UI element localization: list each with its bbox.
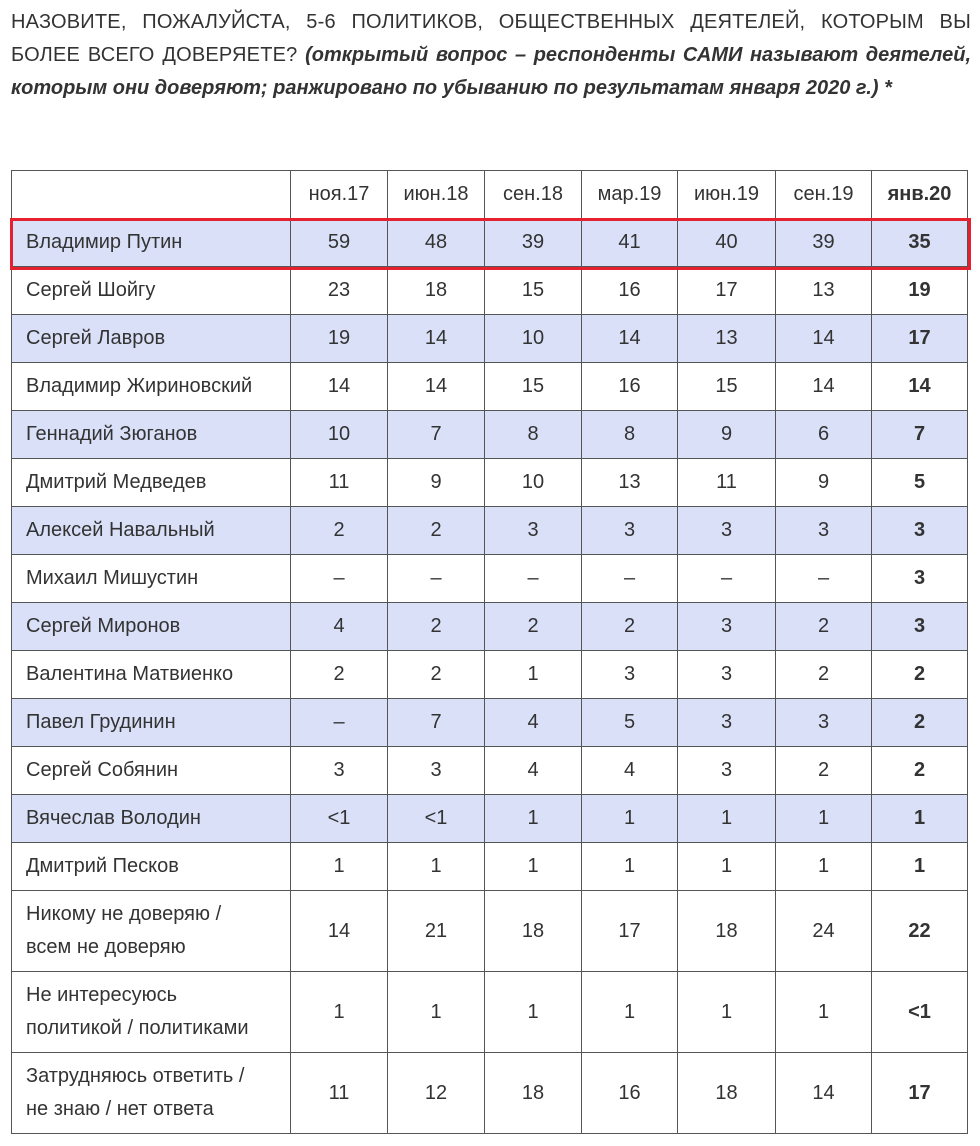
table-row — [12, 795, 968, 843]
value-cell: 2 — [872, 747, 968, 795]
row-label — [12, 411, 291, 459]
value-cell: 3 — [678, 699, 776, 747]
value-cell: 11 — [678, 459, 776, 507]
table-row — [12, 363, 968, 411]
value-cell: 3 — [776, 507, 872, 555]
value-cell: 15 — [485, 267, 582, 315]
table-row — [12, 972, 968, 1053]
value-cell: 14 — [388, 363, 485, 411]
value-cell: – — [776, 555, 872, 603]
row-label — [12, 795, 291, 843]
value-cell: 1 — [678, 972, 776, 1053]
value-cell: 17 — [678, 267, 776, 315]
row-label-line: Вячеслав Володин — [26, 807, 201, 829]
row-label — [12, 315, 291, 363]
value-cell: 11 — [291, 459, 388, 507]
value-cell: 8 — [582, 411, 678, 459]
row-label — [12, 699, 291, 747]
value-cell: – — [485, 555, 582, 603]
table-row — [12, 555, 968, 603]
question-title — [11, 6, 971, 105]
value-cell: 1 — [485, 972, 582, 1053]
row-label-line: Геннадий Зюганов — [26, 423, 198, 445]
value-cell: <1 — [388, 795, 485, 843]
value-cell: – — [388, 555, 485, 603]
value-cell: 7 — [388, 699, 485, 747]
value-cell: 21 — [388, 891, 485, 972]
question-note: (открытый вопрос – респонденты САМИ называют деятелей, которым они доверяют; ранжировано по убыванию по результатам января 2020 г.) * — [11, 44, 972, 99]
table-row — [12, 747, 968, 795]
value-cell: 7 — [388, 411, 485, 459]
value-cell: – — [291, 555, 388, 603]
value-cell: 1 — [388, 972, 485, 1053]
row-label-line: всем не доверяю — [26, 936, 186, 958]
value-cell: – — [678, 555, 776, 603]
column-header: июн.18 — [388, 171, 485, 219]
row-label-line: Павел Грудинин — [26, 711, 176, 733]
row-label — [12, 1053, 291, 1134]
value-cell: 13 — [582, 459, 678, 507]
table-row — [12, 507, 968, 555]
value-cell: 17 — [582, 891, 678, 972]
value-cell: 10 — [485, 315, 582, 363]
value-cell: 18 — [388, 267, 485, 315]
value-cell: 7 — [872, 411, 968, 459]
value-cell: 3 — [872, 507, 968, 555]
value-cell: 24 — [776, 891, 872, 972]
row-label-line: Не интересуюсь — [26, 984, 178, 1006]
value-cell: 2 — [776, 603, 872, 651]
value-cell: 1 — [776, 795, 872, 843]
value-cell: 22 — [872, 891, 968, 972]
column-header: сен.19 — [776, 171, 872, 219]
column-header: ноя.17 — [291, 171, 388, 219]
value-cell: 2 — [776, 651, 872, 699]
trust-table — [11, 170, 968, 1134]
value-cell: 4 — [485, 699, 582, 747]
table-row — [12, 891, 968, 972]
value-cell: 16 — [582, 363, 678, 411]
value-cell: 2 — [776, 747, 872, 795]
value-cell: 4 — [582, 747, 678, 795]
header-corner — [12, 171, 291, 219]
value-cell: 2 — [582, 603, 678, 651]
value-cell: 3 — [678, 507, 776, 555]
value-cell: 4 — [291, 603, 388, 651]
value-cell: 1 — [776, 843, 872, 891]
value-cell: 16 — [582, 267, 678, 315]
column-header: июн.19 — [678, 171, 776, 219]
value-cell: 23 — [291, 267, 388, 315]
value-cell: 35 — [872, 219, 968, 267]
row-label — [12, 459, 291, 507]
table-row — [12, 1053, 968, 1134]
table-row — [12, 411, 968, 459]
value-cell: 11 — [291, 1053, 388, 1134]
row-label-line: Михаил Мишустин — [26, 567, 199, 589]
value-cell: 18 — [678, 891, 776, 972]
header-row — [12, 171, 968, 219]
row-label-line: Алексей Навальный — [26, 519, 215, 541]
value-cell: 59 — [291, 219, 388, 267]
value-cell: 3 — [678, 651, 776, 699]
row-label-line: Сергей Собянин — [26, 759, 179, 781]
value-cell: 3 — [485, 507, 582, 555]
value-cell: 15 — [485, 363, 582, 411]
value-cell: 48 — [388, 219, 485, 267]
value-cell: – — [582, 555, 678, 603]
value-cell: 1 — [872, 843, 968, 891]
value-cell: 2 — [388, 507, 485, 555]
value-cell: 3 — [678, 747, 776, 795]
value-cell: 3 — [582, 507, 678, 555]
table-row — [12, 267, 968, 315]
value-cell: 39 — [485, 219, 582, 267]
value-cell: 14 — [291, 363, 388, 411]
value-cell: 14 — [776, 363, 872, 411]
value-cell: 1 — [872, 795, 968, 843]
row-label-line: Владимир Путин — [26, 231, 183, 253]
value-cell: 1 — [678, 843, 776, 891]
row-label-line: политикой / политиками — [26, 1017, 249, 1039]
value-cell: 17 — [872, 315, 968, 363]
value-cell: 19 — [291, 315, 388, 363]
value-cell: 10 — [485, 459, 582, 507]
table-row — [12, 219, 968, 267]
value-cell: 5 — [872, 459, 968, 507]
value-cell: 2 — [291, 651, 388, 699]
value-cell: 41 — [582, 219, 678, 267]
value-cell: 17 — [872, 1053, 968, 1134]
value-cell: 8 — [485, 411, 582, 459]
value-cell: 1 — [388, 843, 485, 891]
row-label — [12, 219, 291, 267]
value-cell: 12 — [388, 1053, 485, 1134]
value-cell: 14 — [776, 1053, 872, 1134]
row-label-line: Валентина Матвиенко — [26, 663, 234, 685]
value-cell: 2 — [291, 507, 388, 555]
value-cell: <1 — [291, 795, 388, 843]
row-label-line: Сергей Шойгу — [26, 279, 156, 301]
value-cell: 40 — [678, 219, 776, 267]
value-cell: 1 — [776, 972, 872, 1053]
row-label-line: не знаю / нет ответа — [26, 1098, 214, 1120]
value-cell: 15 — [678, 363, 776, 411]
row-label — [12, 555, 291, 603]
row-label — [12, 651, 291, 699]
row-label — [12, 843, 291, 891]
value-cell: 2 — [872, 699, 968, 747]
row-label-line: Никому не доверяю / — [26, 903, 222, 925]
value-cell: 39 — [776, 219, 872, 267]
row-label-line: Сергей Миронов — [26, 615, 181, 637]
table-row — [12, 843, 968, 891]
table-body — [12, 219, 968, 1134]
value-cell: 3 — [872, 603, 968, 651]
table-row — [12, 603, 968, 651]
value-cell: 9 — [388, 459, 485, 507]
value-cell: 19 — [872, 267, 968, 315]
value-cell: 14 — [582, 315, 678, 363]
value-cell: 1 — [582, 795, 678, 843]
row-label — [12, 363, 291, 411]
value-cell: 1 — [485, 795, 582, 843]
column-header: сен.18 — [485, 171, 582, 219]
value-cell: 3 — [872, 555, 968, 603]
value-cell: 1 — [582, 972, 678, 1053]
row-label-line: Затрудняюсь ответить / — [26, 1065, 245, 1087]
value-cell: 6 — [776, 411, 872, 459]
row-label — [12, 267, 291, 315]
table-row — [12, 699, 968, 747]
table-row — [12, 651, 968, 699]
value-cell: <1 — [872, 972, 968, 1053]
row-label — [12, 603, 291, 651]
column-header: мар.19 — [582, 171, 678, 219]
value-cell: 5 — [582, 699, 678, 747]
value-cell: – — [291, 699, 388, 747]
table-row — [12, 459, 968, 507]
value-cell: 3 — [678, 603, 776, 651]
value-cell: 3 — [582, 651, 678, 699]
column-header: янв.20 — [872, 171, 968, 219]
value-cell: 4 — [485, 747, 582, 795]
value-cell: 10 — [291, 411, 388, 459]
value-cell: 3 — [291, 747, 388, 795]
value-cell: 14 — [776, 315, 872, 363]
value-cell: 14 — [388, 315, 485, 363]
row-label-line: Сергей Лавров — [26, 327, 166, 349]
value-cell: 1 — [678, 795, 776, 843]
value-cell: 16 — [582, 1053, 678, 1134]
value-cell: 9 — [776, 459, 872, 507]
row-label — [12, 891, 291, 972]
value-cell: 18 — [485, 1053, 582, 1134]
value-cell: 1 — [485, 651, 582, 699]
row-label — [12, 747, 291, 795]
value-cell: 1 — [291, 843, 388, 891]
value-cell: 9 — [678, 411, 776, 459]
value-cell: 1 — [291, 972, 388, 1053]
value-cell: 3 — [776, 699, 872, 747]
value-cell: 14 — [291, 891, 388, 972]
value-cell: 3 — [388, 747, 485, 795]
value-cell: 2 — [872, 651, 968, 699]
row-label-line: Владимир Жириновский — [26, 375, 253, 397]
value-cell: 2 — [485, 603, 582, 651]
question-text: НАЗОВИТЕ, ПОЖАЛУЙСТА, 5-6 ПОЛИТИКОВ, ОБЩЕСТВЕННЫХ ДЕЯТЕЛЕЙ, КОТОРЫМ ВЫ БОЛЕЕ ВСЕГО ДОВЕРЯЕТЕ? — [11, 11, 971, 66]
row-label-line: Дмитрий Песков — [26, 855, 179, 877]
value-cell: 13 — [678, 315, 776, 363]
value-cell: 18 — [678, 1053, 776, 1134]
row-label-line: Дмитрий Медведев — [26, 471, 207, 493]
row-label — [12, 507, 291, 555]
table-row — [12, 315, 968, 363]
value-cell: 18 — [485, 891, 582, 972]
value-cell: 13 — [776, 267, 872, 315]
value-cell: 1 — [582, 843, 678, 891]
value-cell: 1 — [485, 843, 582, 891]
value-cell: 2 — [388, 603, 485, 651]
value-cell: 2 — [388, 651, 485, 699]
row-label — [12, 972, 291, 1053]
value-cell: 14 — [872, 363, 968, 411]
